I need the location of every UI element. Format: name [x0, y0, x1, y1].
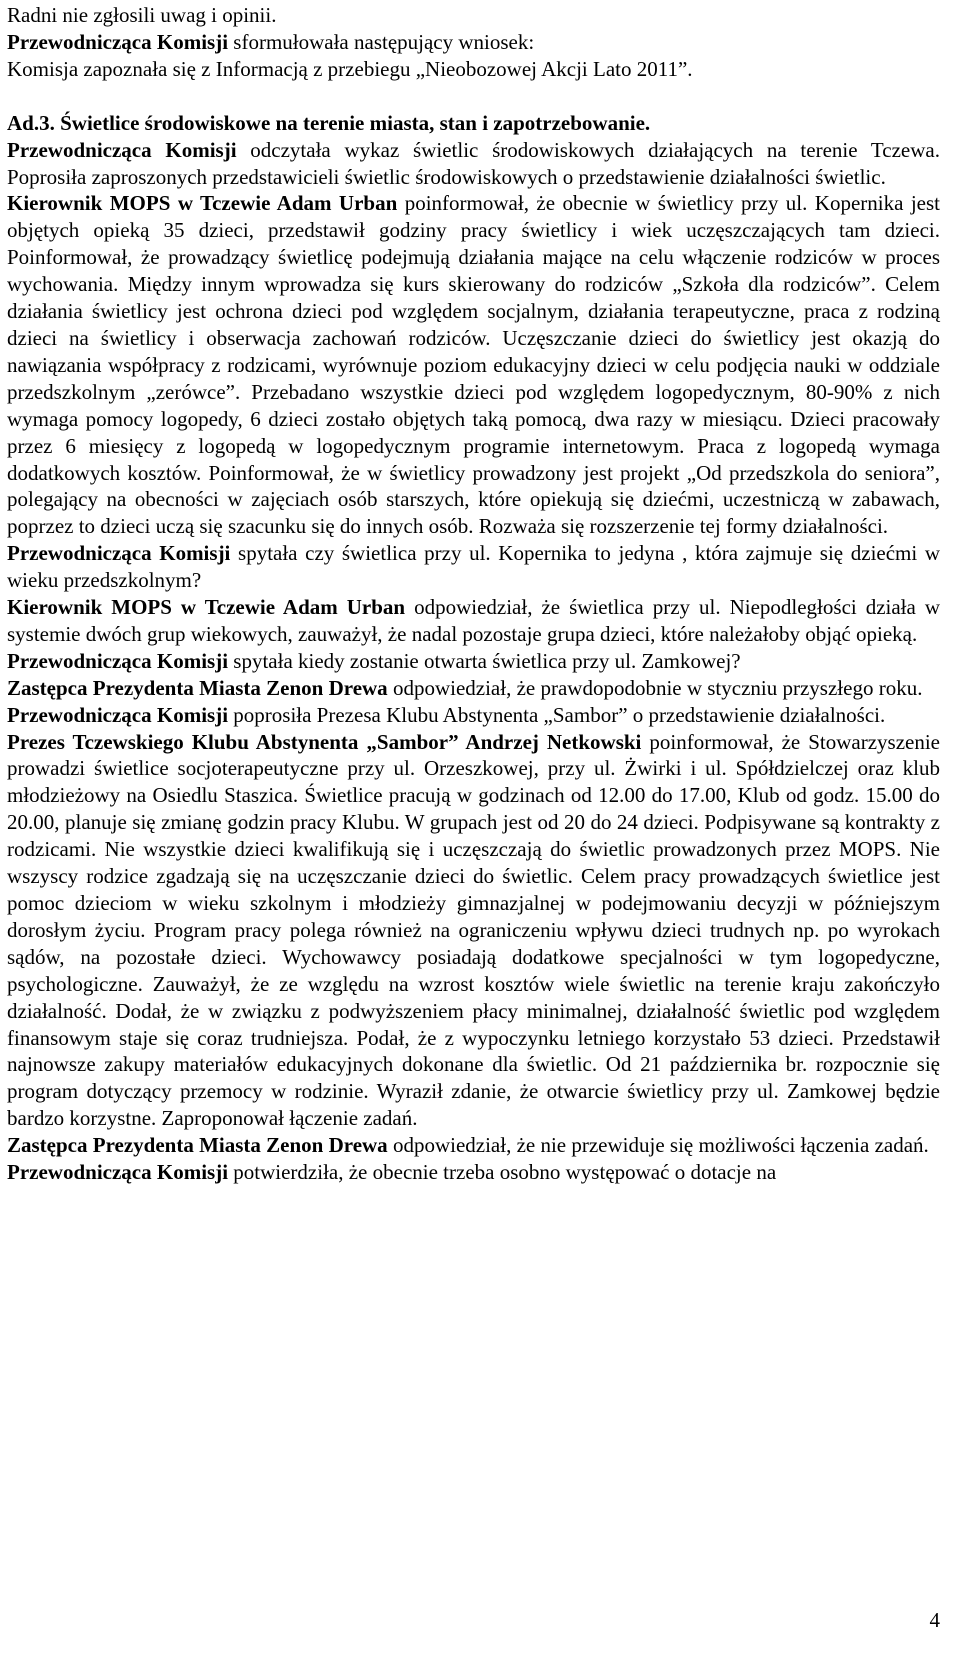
speaker-name: Przewodnicząca Komisji — [7, 1160, 229, 1185]
para-chair-request — [7, 702, 940, 729]
paragraph-text: poprosiła Prezesa Klubu Abstynenta „Sambor” o przedstawienie działalności. — [228, 702, 886, 727]
paragraph-text: Komisja zapoznała się z Informacją z przebiegu „Nieobozowej Akcji Lato 2011”. — [7, 56, 693, 81]
paragraph-text: odpowiedział, że świetlica przy ul. Niepodległości działa w systemie dwóch grup wiekowych, zauważył, że nadal pozostaje grupa dzieci, które należałoby objąć opieką. — [7, 595, 940, 646]
speaker-name: Kierownik MOPS w Tczewie Adam Urban — [7, 595, 406, 620]
para-deputy-answer-1 — [7, 675, 940, 702]
para-chair-question-2 — [7, 648, 940, 675]
paragraph-text: odpowiedział, że prawdopodobnie w styczniu przyszłego roku. — [387, 675, 923, 700]
para-sambor-statement — [7, 729, 940, 1133]
paragraph-text: odpowiedział, że nie przewiduje się możliwości łączenia zadań. — [387, 1133, 929, 1158]
paragraph-text: sformułowała następujący wniosek: — [228, 29, 535, 54]
para-agenda-item — [7, 110, 940, 137]
para-deputy-answer-2 — [7, 1132, 940, 1159]
speaker-name: Zastępca Prezydenta Miasta Zenon Drewa — [7, 675, 388, 700]
para-chair-motion — [7, 29, 940, 56]
page-number: 4 — [929, 1608, 940, 1632]
speaker-name: Prezes Tczewskiego Klubu Abstynenta „Sambor” Andrzej Netkowski — [7, 729, 642, 754]
document-body — [7, 2, 940, 1186]
para-no-remarks — [7, 2, 940, 29]
para-chair-list — [7, 137, 940, 191]
paragraph-text: odczytała wykaz świetlic środowiskowych działających na terenie Tczewa. Poprosiła zaproszonych przedstawicieli świetlic środowiskowych o przedstawienie działalności świetlic. — [7, 137, 940, 189]
speaker-name: Ad.3. Świetlice środowiskowe na terenie miasta, stan i zapotrzebowanie. — [7, 110, 651, 135]
paragraph-gap — [7, 83, 940, 110]
para-chair-confirm — [7, 1159, 940, 1186]
speaker-name: Zastępca Prezydenta Miasta Zenon Drewa — [7, 1133, 388, 1158]
paragraph-text: potwierdziła, że obecnie trzeba osobno występować o dotacje na — [228, 1160, 777, 1185]
para-motion-text — [7, 56, 940, 83]
paragraph-text: poinformował, że Stowarzyszenie prowadzi świetlice socjoterapeutyczne przy ul. Orzeszkowej, przy ul. Żwirki i ul. Spółdzielczej oraz klub młodzieżowy na Osiedlu Staszica. Świetlice pracują w godzinach od 12.00 do 17.00, Klub od godz. 15.00 do 20.00, planuje się zmianę godzin pracy Klubu. W grupach jest od 20 do 24 dzieci. Podpisywane są kontrakty z rodzicami. Nie wszystkie dzieci kwalifikują się i uczęszczają do świetlic prowadzonych przez MOPS. Nie wszyscy rodzice zgadzają się na uczęszczanie dzieci do świetlic. Celem pracy prowadzących świetlice jest pomoc dzieciom w wieku szkolnym i młodzieży gimnazjalnej w podejmowaniu decyzji w późniejszym dorosłym życiu. Program pracy polega również na ograniczeniu wpływu dzieci trudnych np. po wyrokach sądów, na pozostałe dzieci. Wychowawcy posiadają dodatkowe specjalności w tym logopedyczne, psychologiczne. Zauważył, że ze względu na wzrost kosztów wiele świetlic na terenie kraju zakończyło działalność. Dodał, że w związku z podwyższeniem płacy minimalnej, działalność świetlic pod względem finansowym staje się coraz trudniejsza. Podał, że z wypoczynku letniego korzystało 53 dzieci. Przedstawił najnowsze zakupy materiałów edukacyjnych dokonane dla świetlic. Od 21 października br. rozpocznie się program dotyczący przemocy w rodzinie. Wyraził zdanie, że otwarcie świetlicy przy ul. Zamkowej będzie bardzo korzystne. Zaproponował łączenie zadań. — [7, 729, 940, 1131]
para-chair-question-1 — [7, 540, 940, 594]
speaker-name: Kierownik MOPS w Tczewie Adam Urban — [7, 191, 398, 216]
speaker-name: Przewodnicząca Komisji — [7, 541, 231, 566]
speaker-name: Przewodnicząca Komisji — [7, 648, 229, 673]
para-mops-statement — [7, 190, 940, 540]
speaker-name: Przewodnicząca Komisji — [7, 29, 229, 54]
speaker-name: Przewodnicząca Komisji — [7, 137, 237, 162]
paragraph-text: spytała kiedy zostanie otwarta świetlica przy ul. Zamkowej? — [228, 648, 741, 673]
paragraph-text: poinformował, że obecnie w świetlicy przy ul. Kopernika jest objętych opieką 35 dzieci, przedstawił godziny pracy świetlicy i wiek uczęszczających tam dzieci. Poinformował, że prowadzący świetlicę podejmują działania mające na celu włączenie rodziców w proces wychowania. Między innym wprowadza się kurs skierowany do rodziców „Szkoła dla rodziców”. Celem działania świetlicy jest ochrona dzieci pod względem socjalnym, działania terapeutyczne, praca z rodziną dzieci na świetlicy i obserwacja zachowań rodziców. Uczęszczanie dzieci do świetlicy jest okazją do nawiązania współpracy z rodzicami, wyrównuje poziom edukacyjny dzieci w celu podjęcia nauki w oddziale przedszkolnym „zerówce”. Przebadano wszystkie dzieci pod względem logopedycznym, 80-90% z nich wymaga pomocy logopedy, 6 dzieci zostało objętych taką pomocą, dwa razy w miesiącu. Dzieci pracowały przez 6 miesięcy z logopedą w logopedycznym programie internetowym. Praca z logopedą wymaga dodatkowych kosztów. Poinformował, że w świetlicy prowadzony jest projekt „Od przedszkola do seniora”, polegający na obecności w zajęciach osób starszych, które opiekują się dziećmi, uczestniczą w zabawach, poprzez to dzieci uczą się szacunku się do innych osób. Rozważa się rozszerzenie tej formy działalności. — [7, 191, 941, 539]
speaker-name: Przewodnicząca Komisji — [7, 702, 229, 727]
paragraph-text: Radni nie zgłosili uwag i opinii. — [7, 3, 277, 27]
paragraph-text: spytała czy świetlica przy ul. Kopernika to jedyna , która zajmuje się dziećmi w wieku przedszkolnym? — [7, 541, 940, 593]
para-mops-answer — [7, 594, 940, 648]
